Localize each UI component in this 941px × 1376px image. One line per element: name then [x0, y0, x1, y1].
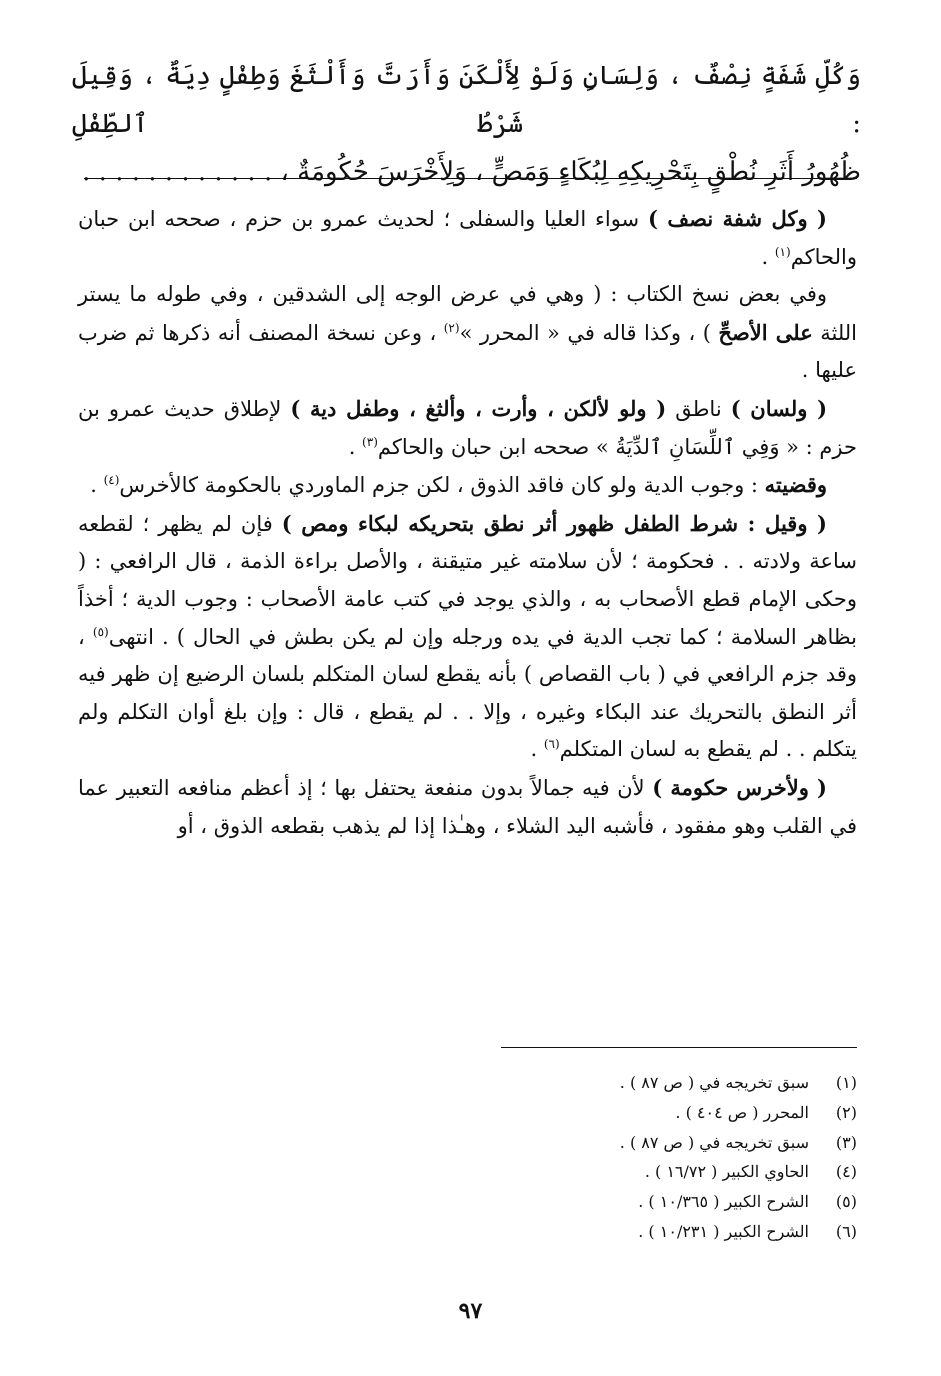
paragraph-text: سواء العليا والسفلى ؛ لحديث عمرو بن حزم ، صححه ابن حبان والحاكم [78, 207, 857, 269]
footnote-ref-6[interactable]: (٦) [543, 737, 560, 752]
footnote-item [200, 1068, 857, 1098]
footnote-ref-5[interactable]: (٥) [92, 624, 109, 639]
footnote-item [200, 1217, 857, 1247]
footnote-text: الشرح الكبير ( ١٠/٢٣١ ) . [638, 1221, 809, 1241]
paragraph-text: لأن فيه جمالاً بدون منفعة يحتفل بها ؛ إذ أعظم منافعه التعبير عما في القلب وهو مفقود ، فأشبه اليد الشلاء ، وهـٰذا إذا لم يذهب بقطعه الذوق ، أو [78, 775, 857, 838]
footnote-text: المحرر ( ص ٤٠٤ ) . [675, 1102, 809, 1122]
footnote-ref-3[interactable]: (٣) [362, 434, 378, 449]
quoted-matn: ( وقيل : شرط الطفل ظهور أثر نطق بتحريكه لبكاء ومص ) [281, 510, 827, 536]
quoted-matn: ( ولو لألكن ، وأرت ، وألثغ ، وطفل دية ) [290, 395, 667, 421]
footnote-ref-2[interactable]: (٢) [443, 320, 460, 335]
footnote-ref-4[interactable]: (٤) [103, 473, 120, 488]
paragraph-end: . [761, 244, 775, 269]
footnote-text: سبق تخريجه في ( ص ٨٧ ) . [619, 1132, 809, 1152]
footnotes [200, 1068, 857, 1247]
commentary-paragraph-5 [78, 505, 857, 769]
footnote-number: (٣) [835, 1132, 857, 1152]
footnote-item [200, 1098, 857, 1128]
footnote-item [200, 1157, 857, 1187]
quoted-matn: ( ولأخرس حكومة ) [652, 774, 827, 800]
quoted-matn: ( وكل شفة نصف ) [647, 206, 827, 231]
matn-line-2: ظُهُورُ أَثَرِ نُطْقٍ بِتَحْرِيكِهِ لِبُكَاءٍ وَمَصٍّ ، وَلِأَخْرَسَ حُكُومَةٌ ، . . . . . . . . . . . . [82, 157, 861, 187]
footnote-number: (٤) [835, 1162, 857, 1182]
footnote-number: (٢) [835, 1102, 857, 1122]
matn-text [72, 52, 861, 196]
commentary [78, 200, 857, 845]
commentary-paragraph-6 [78, 769, 857, 845]
paragraph-text: لإطلاق حديث عمرو بن حزم : « وَفِي ٱللِّسَانِ ٱلدِّيَةُ » صححه ابن حبان والحاكم [78, 396, 857, 459]
matn-separator [84, 178, 857, 179]
matn-line-1: وَكُلِّ شَفَةٍ نِصْفٌ ، وَلِسَانٍ وَلَوْ لِأَلْكَنَ وَأَرَتَّ وَأَلْثَغَ وَطِفْلٍ دِيَةٌ ، وَقِيلَ : شَرْطُ ٱلطِّفْلِ [72, 61, 861, 139]
commentary-paragraph-4 [78, 466, 857, 505]
quoted-matn: ( ولسان ) [730, 395, 827, 421]
paragraph-text: ) ، وكذا قاله في « المحرر » [459, 320, 719, 345]
footnote-item [200, 1128, 857, 1158]
footnote-ref-1[interactable]: (١) [774, 244, 791, 259]
commentary-paragraph-3 [78, 390, 857, 466]
footnote-text: الشرح الكبير ( ١٠/٣٦٥ ) . [638, 1192, 809, 1212]
commentary-paragraph-1 [78, 200, 857, 276]
paragraph-text: وفي بعض نسخ الكتاب : ( وهي في عرض الوجه إلى الشدقين ، وفي طوله ما يستر اللثة [78, 282, 858, 345]
footnote-text: الحاوي الكبير ( ١٦/٧٢ ) . [644, 1162, 809, 1182]
footnote-number: (٥) [835, 1192, 857, 1212]
paragraph-text: ، وقد جزم الرافعي في ( باب القصاص ) بأنه يقطع لسان المتكلم بلسان الرضيع إن ظهر فيه أثر النطق بالتحريك عند البكاء وغيره ، وإلا . . لم يقطع ، قال : وإن بلغ أوان التكلم ولم يتكلم . . لم يقطع به لسان المتكلم [78, 624, 857, 762]
paragraph-end: . [348, 434, 363, 459]
footnote-text: سبق تخريجه في ( ص ٨٧ ) . [619, 1073, 809, 1092]
footnote-separator [501, 1047, 857, 1048]
footnote-number: (٦) [835, 1221, 857, 1241]
paragraph-text: ناطق [666, 396, 731, 421]
paragraph-text: فإن لم يظهر ؛ لقطعه ساعة ولادته . . فحكومة ؛ لأن سلامته غير متيقنة ، والأصل براءة الذمة ، قال الرافعي : ( وحكى الإمام قطع الأصحاب به ، والذي يوجد في كتب عامة الأصحاب : وجوب الدية ؛ أخذاً بظاهر السلامة ؛ كما تجب الدية في يده ورجله وإن لم يكن بطش في الحال ) . انتهى [78, 511, 857, 649]
footnote-item [200, 1187, 857, 1217]
page-number: ٩٧ [458, 1298, 483, 1324]
quoted-matn: وقضيته [764, 472, 827, 498]
footnote-number: (١) [835, 1073, 857, 1092]
paragraph-end: . [90, 473, 104, 498]
paragraph-text: : وجوب الدية ولو كان فاقد الذوق ، لكن جزم الماوردي بالحكومة كالأخرس [119, 473, 765, 498]
commentary-paragraph-2 [78, 276, 857, 390]
paragraph-end: . [530, 737, 544, 762]
paragraph-text: ، وعن نسخة المصنف أنه ذكرها ثم ضرب عليها . [78, 320, 857, 383]
quoted-matn: على الأصحِّ [718, 319, 813, 345]
